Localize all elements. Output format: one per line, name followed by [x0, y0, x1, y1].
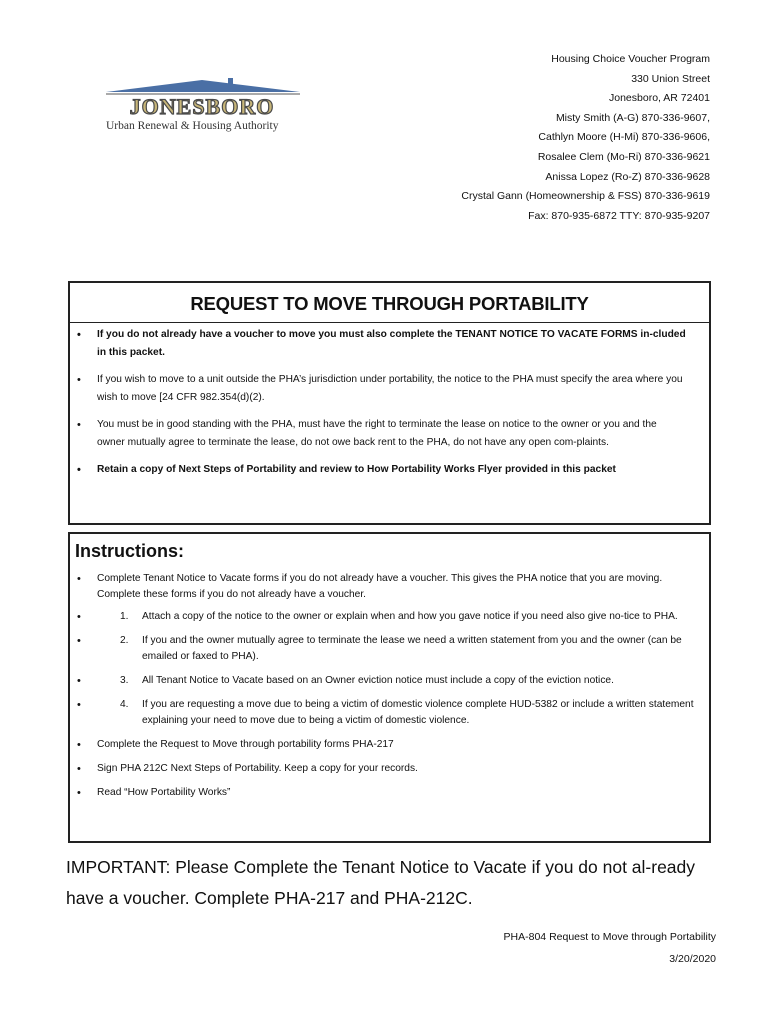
important-note: IMPORTANT: Please Complete the Tenant Notice to Vacate if you do not al-ready have a voucher. Complete PHA-217 and PHA-212C. — [66, 857, 696, 908]
notice-bullet: • You must be in good standing with the PHA, must have the right to terminate the lease on notice to the owner or you and the owner mutually agree to terminate the lease, do not owe back rent to the PHA, do not have any open com-plaints. — [97, 416, 687, 452]
step-text: If you and the owner mutually agree to terminate the lease we need a written statement from you and the owner (can be emailed or faxed to PHA). — [142, 635, 682, 662]
notice-bullet: • If you wish to move to a unit outside the PHA’s jurisdiction under portability, the notice to the PHA must specify the area where you wish to move [24 CFR 982.354(d)(2). — [97, 371, 687, 407]
jonesboro-logo — [104, 78, 300, 136]
instruction-step — [97, 697, 701, 729]
instruction-bullet: • Read “How Portability Works” — [97, 785, 701, 801]
logo-roof — [106, 80, 300, 92]
notice-divider — [70, 322, 709, 323]
notice-title: REQUEST TO MOVE THROUGH PORTABILITY — [190, 293, 589, 314]
instruction-step — [97, 673, 701, 689]
notice-bullet: • Retain a copy of Next Steps of Portability and review to How Portability Works Flyer provided in this packet — [97, 461, 687, 479]
portability-notice-box — [68, 281, 711, 525]
address-line: Rosalee Clem (Mo-Ri) 870-336-9621 — [537, 150, 710, 163]
logo-subtitle: Urban Renewal & Housing Authority — [106, 120, 279, 132]
form-name: PHA-804 Request to Move through Portability — [503, 931, 716, 943]
instruction-bullet: • Complete the Request to Move through portability forms PHA-217 — [97, 737, 701, 753]
address-line: Crystal Gann (Homeownership & FSS) 870-336-9619 — [461, 190, 710, 203]
instructions-title: Instructions: — [75, 541, 185, 561]
instructions-bullet-list — [97, 571, 701, 801]
logo-chimney — [228, 78, 233, 86]
instruction-bullet-text: Complete Tenant Notice to Vacate forms if you do not already have a voucher. This gives the PHA notice that you are moving. Complete these forms if you do not already have a voucher. — [97, 573, 663, 600]
logo-graphic — [104, 78, 300, 136]
instruction-bullet — [97, 571, 701, 729]
address-line: Misty Smith (A-G) 870-336-9607, — [555, 111, 710, 124]
form-date: 3/20/2020 — [669, 953, 716, 965]
address-line: 330 Union Street — [631, 72, 710, 85]
address-line: Cathlyn Moore (H-Mi) 870-336-9606, — [538, 131, 710, 144]
step-number: • 4. — [120, 699, 129, 710]
form-footer — [504, 926, 716, 970]
address-line: Anissa Lopez (Ro-Z) 870-336-9628 — [545, 170, 710, 183]
instruction-step — [97, 609, 701, 625]
step-text: Attach a copy of the notice to the owner or explain when and how you gave notice if you need also give no-tice to PHA. — [142, 611, 678, 622]
address-line: Fax: 870-935-6872 TTY: 870-935-9207 — [528, 209, 710, 222]
step-number: • 2. — [120, 635, 129, 646]
step-number: • 1. — [120, 611, 129, 622]
step-text: If you are requesting a move due to being a victim of domestic violence complete HUD-5382 or include a written statement explaining your need to move due to being a victim of domestic violence. — [142, 699, 694, 726]
step-text: All Tenant Notice to Vacate based on an Owner eviction notice must include a copy of the eviction notice. — [142, 675, 614, 686]
instruction-numbered-list — [97, 609, 701, 729]
notice-bullet: • If you do not already have a voucher to move you must also complete the TENANT NOTICE TO VACATE FORMS in-cluded in this packet. — [97, 326, 687, 362]
logo-name: JONESBORO — [129, 94, 275, 119]
instruction-step — [97, 633, 701, 665]
address-line: Jonesboro, AR 72401 — [609, 92, 710, 105]
step-number: • 3. — [120, 675, 129, 686]
instructions-box — [68, 532, 711, 843]
address-line: Housing Choice Voucher Program — [551, 53, 710, 65]
notice-bullet-list — [97, 326, 687, 479]
contact-address-block — [461, 50, 710, 226]
instruction-bullet: • Sign PHA 212C Next Steps of Portability. Keep a copy for your records. — [97, 761, 701, 777]
